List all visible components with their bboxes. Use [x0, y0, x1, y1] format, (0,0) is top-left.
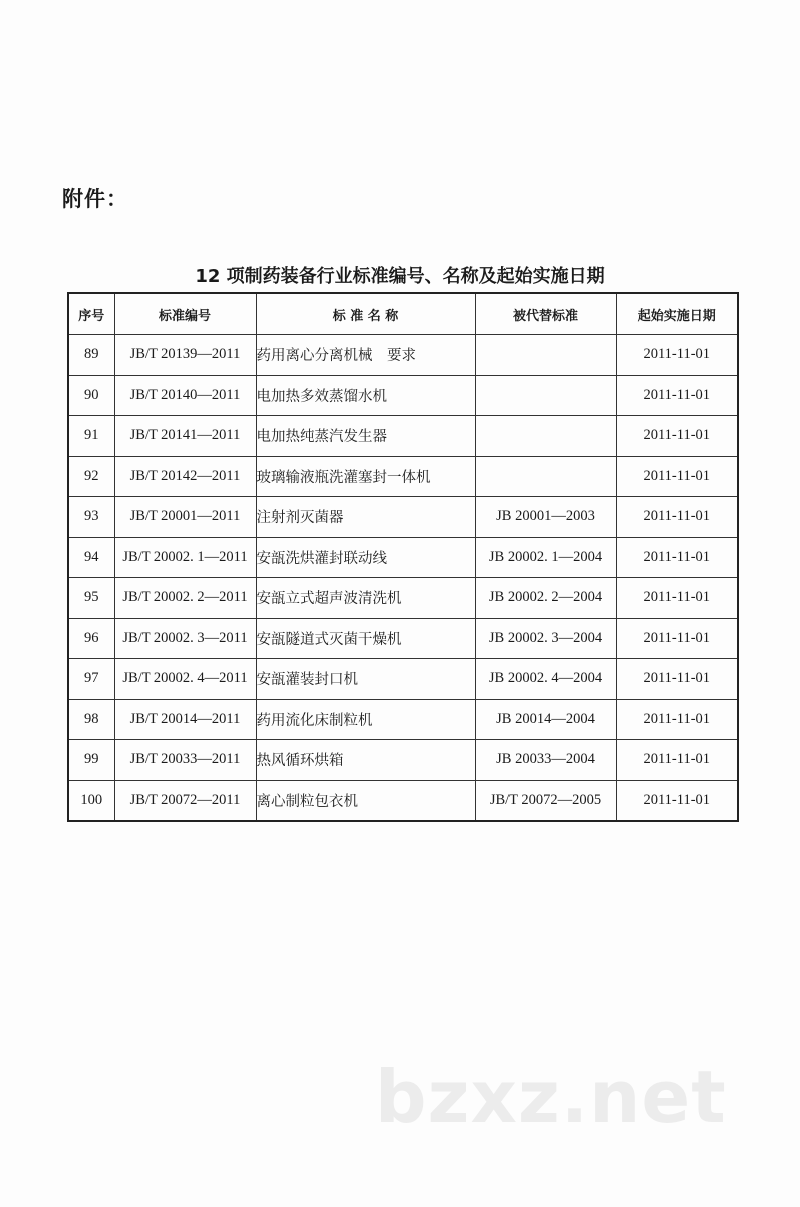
replaced-standard: JB 20014—2004 — [475, 699, 616, 740]
standard-code: JB/T 20002. 3—2011 — [114, 618, 256, 659]
header-no: 序号 — [68, 293, 114, 335]
row-number: 97 — [68, 659, 114, 700]
standard-name: 药用流化床制粒机 — [256, 699, 475, 740]
start-date: 2011-11-01 — [616, 416, 738, 457]
standard-code: JB/T 20140—2011 — [114, 375, 256, 416]
start-date: 2011-11-01 — [616, 578, 738, 619]
table-row — [68, 416, 738, 457]
row-number: 93 — [68, 497, 114, 538]
table-row — [68, 456, 738, 497]
header-name: 标 准 名 称 — [256, 293, 475, 335]
table-row — [68, 497, 738, 538]
standard-name: 安瓿隧道式灭菌干燥机 — [256, 618, 475, 659]
watermark-logo: bzxz.net — [375, 1055, 727, 1139]
standard-name: 电加热纯蒸汽发生器 — [256, 416, 475, 457]
start-date: 2011-11-01 — [616, 537, 738, 578]
standard-name: 电加热多效蒸馏水机 — [256, 375, 475, 416]
standard-name: 安瓿洗烘灌封联动线 — [256, 537, 475, 578]
standard-code: JB/T 20001—2011 — [114, 497, 256, 538]
replaced-standard — [475, 416, 616, 457]
table-row — [68, 659, 738, 700]
table-row — [68, 780, 738, 821]
attachment-label: 附件： — [62, 187, 128, 211]
standard-code: JB/T 20139—2011 — [114, 335, 256, 376]
replaced-standard: JB 20002. 4—2004 — [475, 659, 616, 700]
replaced-standard: JB 20033—2004 — [475, 740, 616, 781]
start-date: 2011-11-01 — [616, 659, 738, 700]
standard-name: 安瓿立式超声波清洗机 — [256, 578, 475, 619]
row-number: 90 — [68, 375, 114, 416]
standard-code: JB/T 20002. 4—2011 — [114, 659, 256, 700]
row-number: 98 — [68, 699, 114, 740]
start-date: 2011-11-01 — [616, 497, 738, 538]
table-body — [68, 335, 738, 822]
row-number: 89 — [68, 335, 114, 376]
table-row — [68, 375, 738, 416]
row-number: 96 — [68, 618, 114, 659]
replaced-standard — [475, 335, 616, 376]
standard-code: JB/T 20002. 2—2011 — [114, 578, 256, 619]
row-number: 99 — [68, 740, 114, 781]
start-date: 2011-11-01 — [616, 335, 738, 376]
row-number: 92 — [68, 456, 114, 497]
table-row — [68, 537, 738, 578]
standards-table — [67, 292, 739, 822]
standard-code: JB/T 20002. 1—2011 — [114, 537, 256, 578]
table-header-row — [68, 293, 738, 335]
start-date: 2011-11-01 — [616, 456, 738, 497]
header-date: 起始实施日期 — [616, 293, 738, 335]
start-date: 2011-11-01 — [616, 375, 738, 416]
table-row — [68, 335, 738, 376]
header-replaced: 被代替标准 — [475, 293, 616, 335]
start-date: 2011-11-01 — [616, 699, 738, 740]
start-date: 2011-11-01 — [616, 740, 738, 781]
standard-name: 玻璃输液瓶洗灌塞封一体机 — [256, 456, 475, 497]
standard-name: 安瓿灌装封口机 — [256, 659, 475, 700]
row-number: 91 — [68, 416, 114, 457]
replaced-standard: JB 20001—2003 — [475, 497, 616, 538]
standard-name: 药用离心分离机械 要求 — [256, 335, 475, 376]
start-date: 2011-11-01 — [616, 618, 738, 659]
standard-code: JB/T 20072—2011 — [114, 780, 256, 821]
standard-code: JB/T 20141—2011 — [114, 416, 256, 457]
replaced-standard: JB 20002. 1—2004 — [475, 537, 616, 578]
row-number: 95 — [68, 578, 114, 619]
standard-name: 离心制粒包衣机 — [256, 780, 475, 821]
table-row — [68, 740, 738, 781]
replaced-standard: JB/T 20072—2005 — [475, 780, 616, 821]
replaced-standard: JB 20002. 3—2004 — [475, 618, 616, 659]
standard-code: JB/T 20014—2011 — [114, 699, 256, 740]
row-number: 94 — [68, 537, 114, 578]
replaced-standard — [475, 456, 616, 497]
table-row — [68, 699, 738, 740]
header-code: 标准编号 — [114, 293, 256, 335]
table-row — [68, 578, 738, 619]
document-title: 12 项制药装备行业标准编号、名称及起始实施日期 — [195, 266, 605, 287]
standard-code: JB/T 20033—2011 — [114, 740, 256, 781]
table-row — [68, 618, 738, 659]
replaced-standard: JB 20002. 2—2004 — [475, 578, 616, 619]
row-number: 100 — [68, 780, 114, 821]
standard-name: 热风循环烘箱 — [256, 740, 475, 781]
start-date: 2011-11-01 — [616, 780, 738, 821]
replaced-standard — [475, 375, 616, 416]
standard-name: 注射剂灭菌器 — [256, 497, 475, 538]
standard-code: JB/T 20142—2011 — [114, 456, 256, 497]
